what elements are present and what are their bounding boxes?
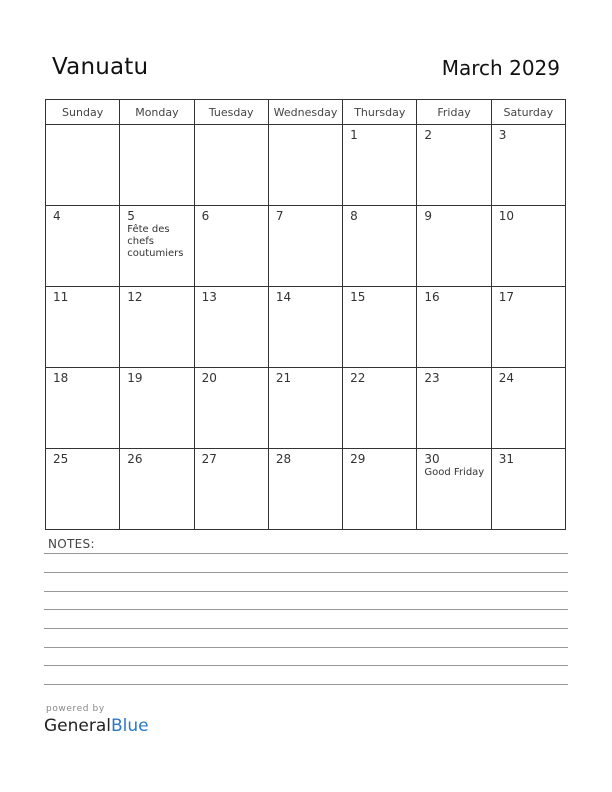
day-number: 3	[498, 128, 507, 142]
day-cell	[343, 287, 417, 368]
day-cell	[491, 368, 565, 449]
day-number: 8	[350, 209, 358, 223]
day-number: 22	[350, 371, 366, 385]
day-number: 7	[275, 209, 284, 223]
day-cell	[120, 368, 194, 449]
holiday-label: Fête des chefs coutumiers	[127, 224, 184, 259]
week-row	[46, 368, 566, 449]
note-line	[44, 684, 568, 685]
logo-blue: Blue	[111, 716, 149, 736]
day-number: 6	[201, 209, 210, 223]
day-number: 5	[127, 209, 135, 223]
day-number: 19	[127, 371, 143, 385]
day-number: 11	[53, 290, 69, 304]
day-number: 31	[498, 452, 514, 466]
day-number: 20	[201, 371, 217, 385]
logo-general: General	[44, 716, 111, 736]
day-number: 25	[53, 452, 69, 466]
day-cell	[268, 206, 342, 287]
country-title: Vanuatu	[52, 54, 149, 80]
day-number: 9	[424, 209, 433, 223]
day-cell	[343, 368, 417, 449]
note-line	[44, 553, 568, 554]
day-number: 18	[53, 371, 69, 385]
day-number: 13	[201, 290, 217, 304]
note-line	[44, 647, 568, 648]
day-cell	[268, 125, 342, 206]
day-cell	[417, 125, 491, 206]
day-cell	[194, 206, 268, 287]
day-number: 1	[350, 128, 358, 142]
day-number: 24	[498, 371, 514, 385]
day-cell	[417, 449, 491, 530]
day-number: 26	[127, 452, 143, 466]
day-number: 23	[424, 371, 440, 385]
weekday-header-row	[46, 100, 566, 125]
day-cell	[491, 206, 565, 287]
day-number: 17	[498, 290, 514, 304]
note-line	[44, 665, 568, 666]
weekday-monday: Monday	[120, 100, 194, 125]
day-cell	[46, 125, 120, 206]
powered-by-text: powered by	[46, 704, 105, 714]
day-cell	[120, 125, 194, 206]
note-line	[44, 628, 568, 629]
day-cell	[343, 449, 417, 530]
day-number: 10	[498, 209, 514, 223]
day-cell	[491, 287, 565, 368]
day-number: 14	[275, 290, 292, 304]
day-cell	[194, 287, 268, 368]
notes-label: NOTES:	[48, 537, 95, 551]
day-cell	[46, 206, 120, 287]
week-row	[46, 206, 566, 287]
day-number: 29	[350, 452, 366, 466]
day-number: 30	[424, 452, 440, 466]
day-number: 28	[275, 452, 292, 466]
week-row	[46, 287, 566, 368]
day-cell	[417, 287, 491, 368]
week-row	[46, 125, 566, 206]
day-cell	[46, 368, 120, 449]
day-cell	[417, 368, 491, 449]
day-cell	[194, 368, 268, 449]
day-number: 4	[53, 209, 61, 223]
holiday-label: Good Friday	[424, 467, 485, 478]
day-cell	[46, 449, 120, 530]
generalblue-logo[interactable]	[44, 716, 149, 736]
day-cell	[343, 125, 417, 206]
month-year-title: March 2029	[441, 56, 560, 80]
note-line	[44, 609, 568, 610]
note-line	[44, 591, 568, 592]
day-cell	[120, 449, 194, 530]
day-number: 27	[201, 452, 217, 466]
day-cell	[268, 449, 342, 530]
day-number: 15	[350, 290, 366, 304]
day-number: 2	[424, 128, 433, 142]
day-number: 12	[127, 290, 143, 304]
day-cell	[120, 287, 194, 368]
day-cell	[417, 206, 491, 287]
day-number: 21	[275, 371, 292, 385]
day-cell	[194, 449, 268, 530]
day-number: 16	[424, 290, 440, 304]
day-cell	[491, 449, 565, 530]
day-cell	[343, 206, 417, 287]
weekday-saturday: Saturday	[491, 100, 565, 125]
weekday-friday: Friday	[417, 100, 491, 125]
day-cell	[268, 287, 342, 368]
day-cell	[120, 206, 194, 287]
calendar-grid	[45, 99, 566, 530]
weekday-wednesday: Wednesday	[268, 100, 342, 125]
weekday-sunday: Sunday	[46, 100, 120, 125]
weekday-thursday: Thursday	[343, 100, 417, 125]
day-cell	[268, 368, 342, 449]
note-line	[44, 572, 568, 573]
day-cell	[491, 125, 565, 206]
weekday-tuesday: Tuesday	[194, 100, 268, 125]
week-row	[46, 449, 566, 530]
day-cell	[46, 287, 120, 368]
day-cell	[194, 125, 268, 206]
